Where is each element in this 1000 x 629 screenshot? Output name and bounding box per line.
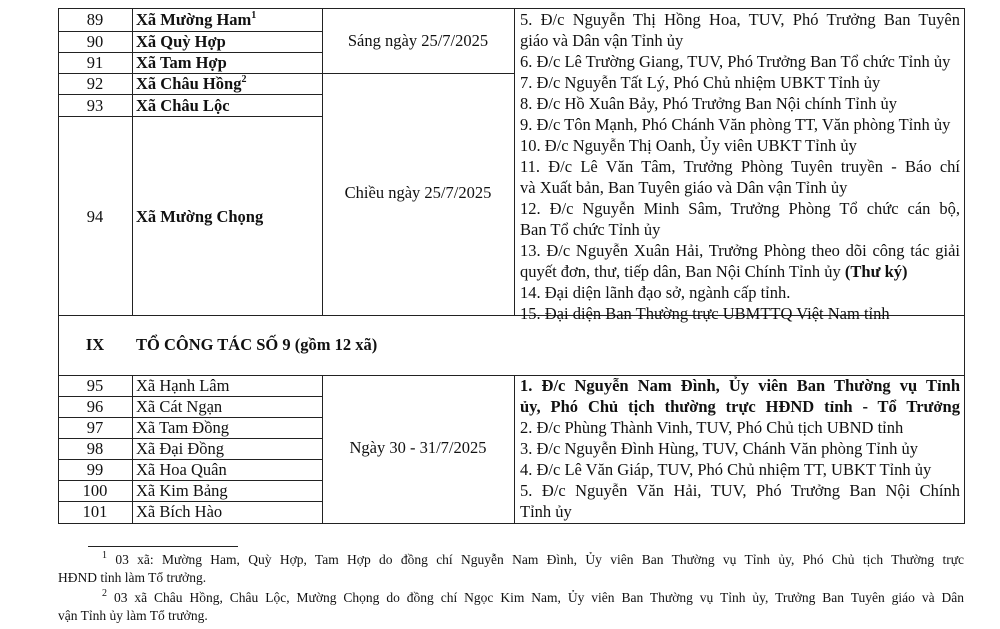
commune-name: Xã Tam Hợp [136, 53, 227, 72]
member-line: 1. Đ/c Nguyễn Nam Đình, Ủy viên Ban Thường vụ Tỉnh [520, 376, 960, 395]
secretary-label: (Thư ký) [844, 262, 908, 281]
commune-name: Xã Bích Hào [136, 502, 223, 521]
footnote [58, 551, 964, 587]
footnote-marker: 2 [241, 73, 247, 85]
member-line: Tỉnh ủy [520, 502, 572, 521]
commune-name: Xã Châu Lộc [136, 96, 230, 115]
member-line: 11. Đ/c Lê Văn Tâm, Trưởng Phòng Tuyên truyền - Báo chí [520, 157, 960, 176]
member-line: 2. Đ/c Phùng Thành Vinh, TUV, Phó Chủ tịch UBND tỉnh [520, 418, 904, 437]
commune-name: Xã Quỳ Hợp [136, 32, 226, 51]
row-number: 98 [86, 439, 104, 458]
commune-name: Xã Cát Ngạn [136, 397, 223, 416]
row-number: 95 [86, 376, 104, 395]
member-line: giáo và Dân vận Tỉnh ủy [520, 31, 684, 50]
member-line: 6. Đ/c Lê Trường Giang, TUV, Phó Trưởng Ban Tổ chức Tỉnh ủy [520, 52, 951, 71]
member-line: 13. Đ/c Nguyễn Xuân Hải, Trưởng Phòng theo dõi công tác giải [520, 241, 960, 260]
members-list [520, 9, 960, 324]
member-line: và Xuất bản, Ban Tuyên giáo và Dân vận Tỉnh ủy [520, 178, 848, 197]
commune-name: Xã Kim Bảng [136, 481, 228, 500]
commune-name: Xã Hoa Quân [136, 460, 227, 479]
member-line: 10. Đ/c Nguyễn Thị Oanh, Ủy viên UBKT Tỉnh ủy [520, 136, 857, 155]
schedule-date: Ngày 30 - 31/7/2025 [349, 438, 487, 457]
member-line: 5. Đ/c Nguyễn Thị Hồng Hoa, TUV, Phó Trưởng Ban Tuyên [520, 10, 960, 29]
row-number: 99 [86, 460, 104, 479]
member-line: quyết đơn, thư, tiếp dân, Ban Nội Chính Tỉnh ủy (Thư ký) [520, 262, 908, 281]
row-number: 89 [86, 10, 104, 29]
footnote-line: $^1$ 03 xã: Mường Ham, Quỳ Hợp, Tam Hợp do đồng chí Nguyễn Nam Đình, Ủy viên Ban Thường vụ Tỉnh ủy, Phó Chủ tịch Thường trực [102, 549, 965, 567]
commune-name: Xã Mường Chọng [136, 207, 264, 226]
group-roman-numeral: IX [85, 335, 105, 354]
member-line: 4. Đ/c Lê Văn Giáp, TUV, Phó Chủ nhiệm TT, UBKT Tỉnh ủy [520, 460, 932, 479]
footnote-marker: 1 [251, 9, 257, 21]
commune-name: Xã Tam Đồng [136, 418, 229, 437]
commune-name: Xã Hạnh Lâm [136, 376, 230, 395]
member-line: 14. Đại diện lãnh đạo sở, ngành cấp tỉnh. [520, 283, 791, 302]
member-line: 5. Đ/c Nguyễn Văn Hải, TUV, Phó Trưởng Ban Nội Chính [520, 481, 960, 500]
group-title: TỔ CÔNG TÁC SỐ 9 (gồm 12 xã) [136, 335, 378, 354]
row-number: 100 [82, 481, 108, 500]
row-number: 93 [86, 96, 104, 115]
footnote-marker: 2 [102, 587, 107, 599]
row-number: 91 [86, 53, 104, 72]
member-line: 8. Đ/c Hồ Xuân Bảy, Phó Trưởng Ban Nội chính Tỉnh ủy [520, 94, 898, 113]
member-line: 12. Đ/c Nguyễn Minh Sâm, Trưởng Phòng Tổ chức cán bộ, [520, 199, 960, 218]
member-line: 15. Đại diện Ban Thường trực UBMTTQ Việt Nam tỉnh [520, 304, 890, 323]
commune-name: Xã Đại Đồng [136, 439, 224, 458]
commune-name: Xã Mường Ham$^1$ [136, 9, 257, 29]
footnote-line: $^2$ 03 xã Châu Hồng, Châu Lộc, Mường Chọng do đồng chí Ngọc Kim Nam, Ủy viên Ban Thường vụ Tỉnh ủy, Trưởng Ban Tuyên giáo và Dân [102, 587, 964, 605]
footnote-separator [88, 546, 238, 547]
row-number: 94 [86, 207, 104, 226]
footnote-line: HĐND tỉnh làm Tổ trưởng. [58, 570, 207, 585]
member-line: 9. Đ/c Tôn Mạnh, Phó Chánh Văn phòng TT, Văn phòng Tỉnh ủy [520, 115, 951, 134]
row-number: 90 [86, 32, 104, 51]
footnote [58, 589, 964, 625]
members-list [520, 375, 960, 522]
schedule-date: Chiều ngày 25/7/2025 [344, 183, 492, 202]
member-line: ủy, Phó Chủ tịch thường trực HĐND tỉnh - Tổ Trưởng [520, 397, 960, 416]
commune-name: Xã Châu Hồng$^2$ [136, 73, 247, 93]
row-number: 101 [82, 502, 108, 521]
footnote-marker: 1 [102, 549, 107, 561]
member-line: 7. Đ/c Nguyễn Tất Lý, Phó Chủ nhiệm UBKT Tỉnh ủy [520, 73, 881, 92]
member-line: Ban Tổ chức Tỉnh ủy [520, 220, 661, 239]
footnote-line: vận Tỉnh ủy làm Tổ trưởng. [58, 608, 208, 623]
member-line: 3. Đ/c Nguyễn Đình Hùng, TUV, Chánh Văn phòng Tỉnh ủy [520, 439, 918, 458]
schedule-date: Sáng ngày 25/7/2025 [347, 31, 489, 50]
row-number: 92 [86, 74, 104, 93]
row-number: 97 [86, 418, 104, 437]
row-number: 96 [86, 397, 104, 416]
